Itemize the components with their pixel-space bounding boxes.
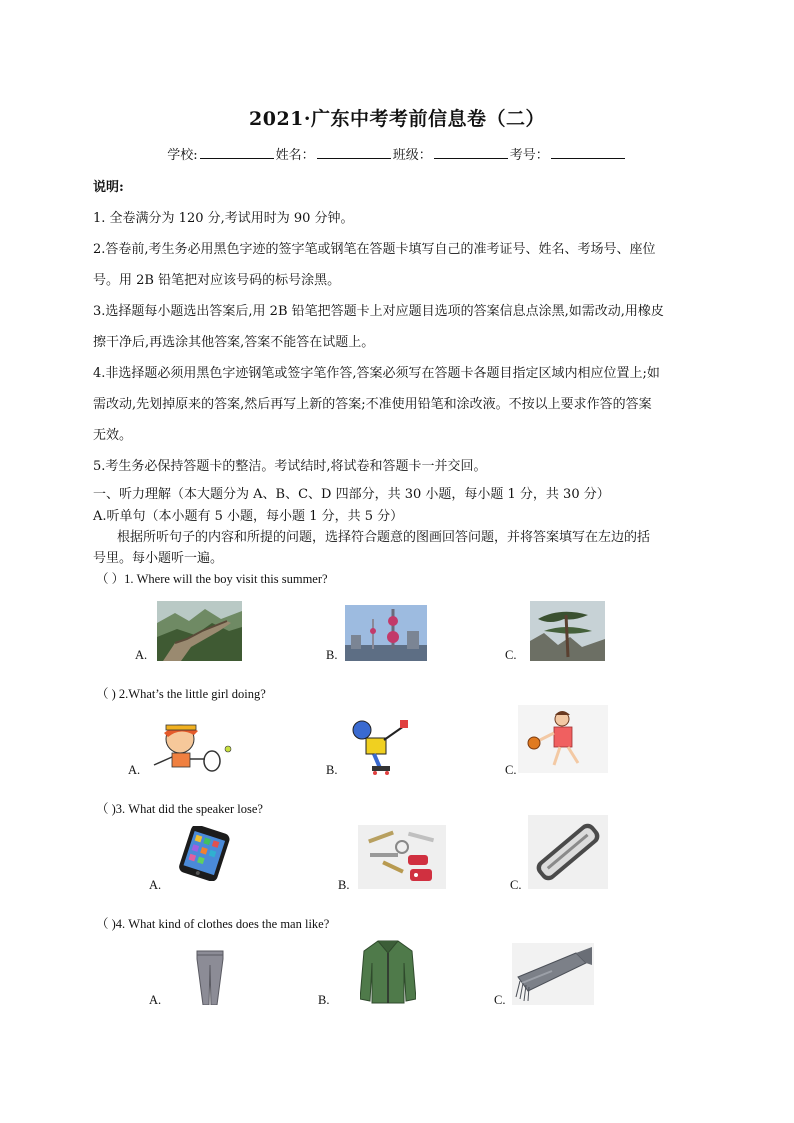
- q2-option-a-label: A.: [128, 763, 141, 777]
- q4-option-a-label: A.: [149, 993, 162, 1007]
- question-2-text: （ ) 2.What’s the little girl doing?: [96, 687, 266, 701]
- q2-option-c-label: C.: [505, 763, 517, 777]
- directions-line-2: 号里。每小题听一遍。: [93, 551, 224, 566]
- part-a-heading: A.听单句（本小题有 5 小题，每小题 1 分，共 5 分）: [93, 509, 404, 524]
- instruction-2-line-1: 2.答卷前,考生务必用黑色字迹的签字笔或钢笔在答题卡填写自己的准考证号、姓名、考场号、座位: [93, 242, 656, 257]
- name-blank[interactable]: [317, 146, 391, 159]
- pine-tree-icon[interactable]: [530, 601, 605, 661]
- instruction-4-line-1: 4.非选择题必须用黑色字迹钢笔或签字笔作答,答案必须写在答题卡各题目指定区域内相应位置上;如: [93, 366, 660, 381]
- q3-option-b-label: B.: [338, 878, 350, 892]
- scarf-icon[interactable]: [512, 943, 594, 1005]
- jacket-icon[interactable]: [360, 939, 416, 1005]
- section-heading: 一、听力理解（本大题分为 A、B、C、D 四部分，共 30 小题，每小题 1 分，共 30 分）: [93, 487, 610, 502]
- school-blank[interactable]: [200, 146, 274, 159]
- tennis-girl-icon[interactable]: [142, 719, 238, 775]
- q4-option-c-label: C.: [494, 993, 506, 1007]
- instruction-3-line-1: 3.选择题每小题选出答案后,用 2B 铅笔把答题卡上对应题目选项的答案信息点涂黑,如需改动,用橡皮: [93, 304, 664, 319]
- keys-icon[interactable]: [358, 825, 446, 889]
- q3-option-a-label: A.: [149, 878, 162, 892]
- class-blank[interactable]: [434, 146, 508, 159]
- instruction-4-line-3: 无效。: [93, 428, 133, 443]
- question-4-text: （ )4. What kind of clothes does the man like?: [96, 917, 330, 931]
- q1-option-c-label: C.: [505, 648, 517, 662]
- q3-option-c-label: C.: [510, 878, 522, 892]
- q4-option-b-label: B.: [318, 993, 330, 1007]
- exam-no-blank[interactable]: [551, 146, 625, 159]
- question-3-text: （ )3. What did the speaker lose?: [96, 802, 263, 816]
- directions-line-1: 根据所听句子的内容和所提的问题，选择符合题意的图画回答问题，并将答案填写在左边的括: [117, 530, 651, 545]
- roller-skater-icon[interactable]: [344, 716, 414, 776]
- q1-option-b-label: B.: [326, 648, 338, 662]
- instruction-1: 1. 全卷满分为 120 分,考试用时为 90 分钟。: [93, 211, 354, 226]
- pencil-case-icon[interactable]: [528, 815, 608, 889]
- exam-no-label: 考号：: [509, 148, 549, 163]
- instructions-heading: 说明:: [93, 180, 124, 195]
- class-label: 班级：: [392, 148, 432, 163]
- smartphone-icon[interactable]: [168, 826, 240, 881]
- pearl-tower-icon[interactable]: [345, 605, 427, 661]
- trousers-icon[interactable]: [193, 949, 227, 1005]
- q1-option-a-label: A.: [135, 648, 148, 662]
- basketball-girl-icon[interactable]: [518, 705, 608, 773]
- student-info-fields: [0, 144, 794, 163]
- q2-option-b-label: B.: [326, 763, 338, 777]
- instruction-4-line-2: 需改动,先划掉原来的答案,然后再写上新的答案;不准使用铅笔和涂改液。不按以上要求作答的答案: [93, 397, 652, 412]
- great-wall-icon[interactable]: [157, 601, 242, 661]
- page-title: 2021·广东中考考前信息卷（二）: [249, 108, 545, 130]
- school-label: 学校:: [167, 148, 198, 163]
- question-1-text: （ ）1. Where will the boy visit this summer?: [96, 572, 328, 586]
- instruction-3-line-2: 擦干净后,再选涂其他答案,答案不能答在试题上。: [93, 335, 375, 350]
- instruction-2-line-2: 号。用 2B 铅笔把对应该号码的标号涂黑。: [93, 273, 341, 288]
- name-label: 姓名：: [275, 148, 315, 163]
- instruction-5: 5.考生务必保持答题卡的整洁。考试结时,将试卷和答题卡一并交回。: [93, 459, 487, 474]
